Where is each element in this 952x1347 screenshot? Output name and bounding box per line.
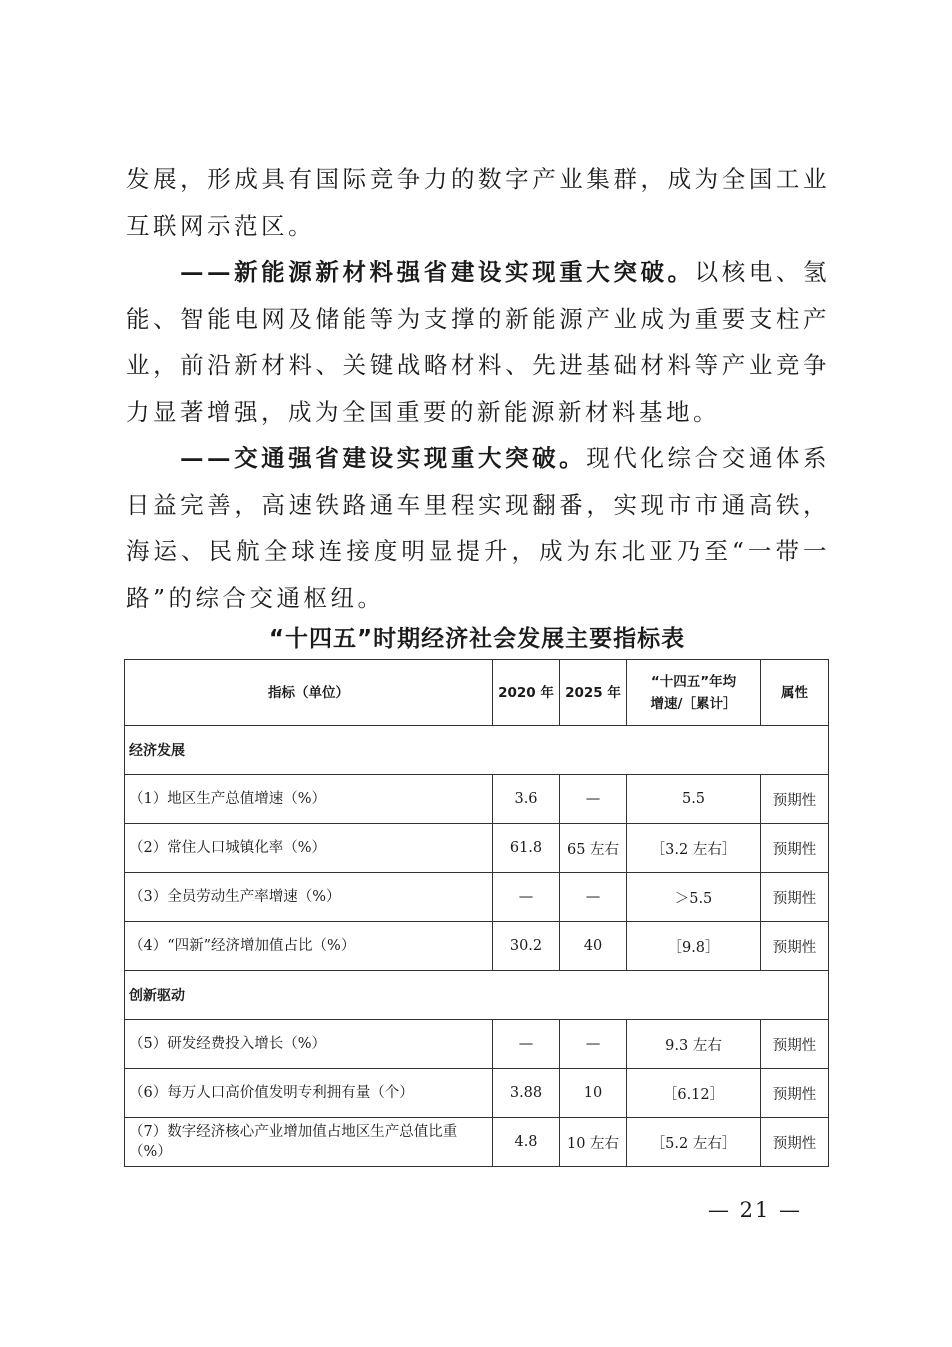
cell-2025: 65 左右 xyxy=(560,824,627,873)
cell-2020: 3.6 xyxy=(493,775,560,824)
cell-attribute: 预期性 xyxy=(761,873,829,922)
table-title: “十四五”时期经济社会发展主要指标表 xyxy=(268,626,686,652)
table-row xyxy=(125,873,829,922)
header-growth-line1: “十四五”年均 xyxy=(650,673,737,690)
cell-2025: 10 xyxy=(560,1069,627,1118)
section-row xyxy=(125,971,829,1020)
paragraph-lead: ——交通强省建设实现重大突破。 xyxy=(180,444,587,472)
cell-growth: 9.3 左右 xyxy=(627,1020,761,1069)
table-row xyxy=(125,824,829,873)
cell-growth: ＞5.5 xyxy=(627,873,761,922)
cell-2020: — xyxy=(493,873,560,922)
cell-2025: — xyxy=(560,1020,627,1069)
header-growth xyxy=(627,660,761,726)
cell-growth: 5.5 xyxy=(627,775,761,824)
cell-indicator: （5）研发经费投入增长（%） xyxy=(125,1020,493,1069)
cell-attribute: 预期性 xyxy=(761,922,829,971)
paragraph-lead: ——新能源新材料强省建设实现重大突破。 xyxy=(180,258,695,286)
cell-indicator: （2）常住人口城镇化率（%） xyxy=(125,824,493,873)
indicators-table xyxy=(124,659,829,1167)
cell-attribute: 预期性 xyxy=(761,1118,829,1167)
cell-indicator: （7）数字经济核心产业增加值占地区生产总值比重（%） xyxy=(125,1118,493,1167)
cell-attribute: 预期性 xyxy=(761,1069,829,1118)
header-2020: 2020 年 xyxy=(493,660,560,726)
page-number: — 21 — xyxy=(707,1198,803,1222)
cell-indicator: （1）地区生产总值增速（%） xyxy=(125,775,493,824)
paragraph-new-energy xyxy=(126,249,830,435)
cell-2020: 4.8 xyxy=(493,1118,560,1167)
body-text xyxy=(126,156,830,621)
cell-growth: ［5.2 左右］ xyxy=(627,1118,761,1167)
cell-indicator: （6）每万人口高价值发明专利拥有量（个） xyxy=(125,1069,493,1118)
paragraph-text: 发展，形成具有国际竞争力的数字产业集群，成为全国工业互联网示范区。 xyxy=(126,165,830,240)
header-indicator: 指标（单位） xyxy=(125,660,493,726)
cell-attribute: 预期性 xyxy=(761,824,829,873)
table-row xyxy=(125,1118,829,1167)
table-row xyxy=(125,1020,829,1069)
cell-indicator: （4）“四新”经济增加值占比（%） xyxy=(125,922,493,971)
section-label: 创新驱动 xyxy=(125,971,829,1020)
cell-2025: 10 左右 xyxy=(560,1118,627,1167)
header-growth-line2: 增速/［累计］ xyxy=(650,695,737,712)
section-label: 经济发展 xyxy=(125,726,829,775)
cell-growth: ［3.2 左右］ xyxy=(627,824,761,873)
section-row xyxy=(125,726,829,775)
cell-indicator: （3）全员劳动生产率增速（%） xyxy=(125,873,493,922)
header-attribute: 属性 xyxy=(761,660,829,726)
cell-2020: 61.8 xyxy=(493,824,560,873)
cell-growth: ［6.12］ xyxy=(627,1069,761,1118)
paragraph-text: 以核电、氢能、智能电网及储能等为支撑的新能源产业成为重要支柱产业，前沿新材料、关键战略材料、先进基础材料等产业竞争力显著增强，成为全国重要的新能源新材料基地。 xyxy=(126,258,831,426)
paragraph-intro xyxy=(126,156,830,249)
cell-2020: — xyxy=(493,1020,560,1069)
cell-2020: 30.2 xyxy=(493,922,560,971)
cell-2025: — xyxy=(560,873,627,922)
table-row xyxy=(125,1069,829,1118)
cell-attribute: 预期性 xyxy=(761,775,829,824)
table-row xyxy=(125,922,829,971)
cell-2025: — xyxy=(560,775,627,824)
cell-2025: 40 xyxy=(560,922,627,971)
header-2025: 2025 年 xyxy=(560,660,627,726)
table-header-row xyxy=(125,660,829,726)
table-row xyxy=(125,775,829,824)
paragraph-transport xyxy=(126,435,830,621)
cell-attribute: 预期性 xyxy=(761,1020,829,1069)
cell-2020: 3.88 xyxy=(493,1069,560,1118)
cell-growth: ［9.8］ xyxy=(627,922,761,971)
paragraph-text: 现代化综合交通体系日益完善，高速铁路通车里程实现翻番，实现市市通高铁，海运、民航全球连接度明显提升，成为东北亚乃至“一带一路”的综合交通枢纽。 xyxy=(126,444,831,612)
